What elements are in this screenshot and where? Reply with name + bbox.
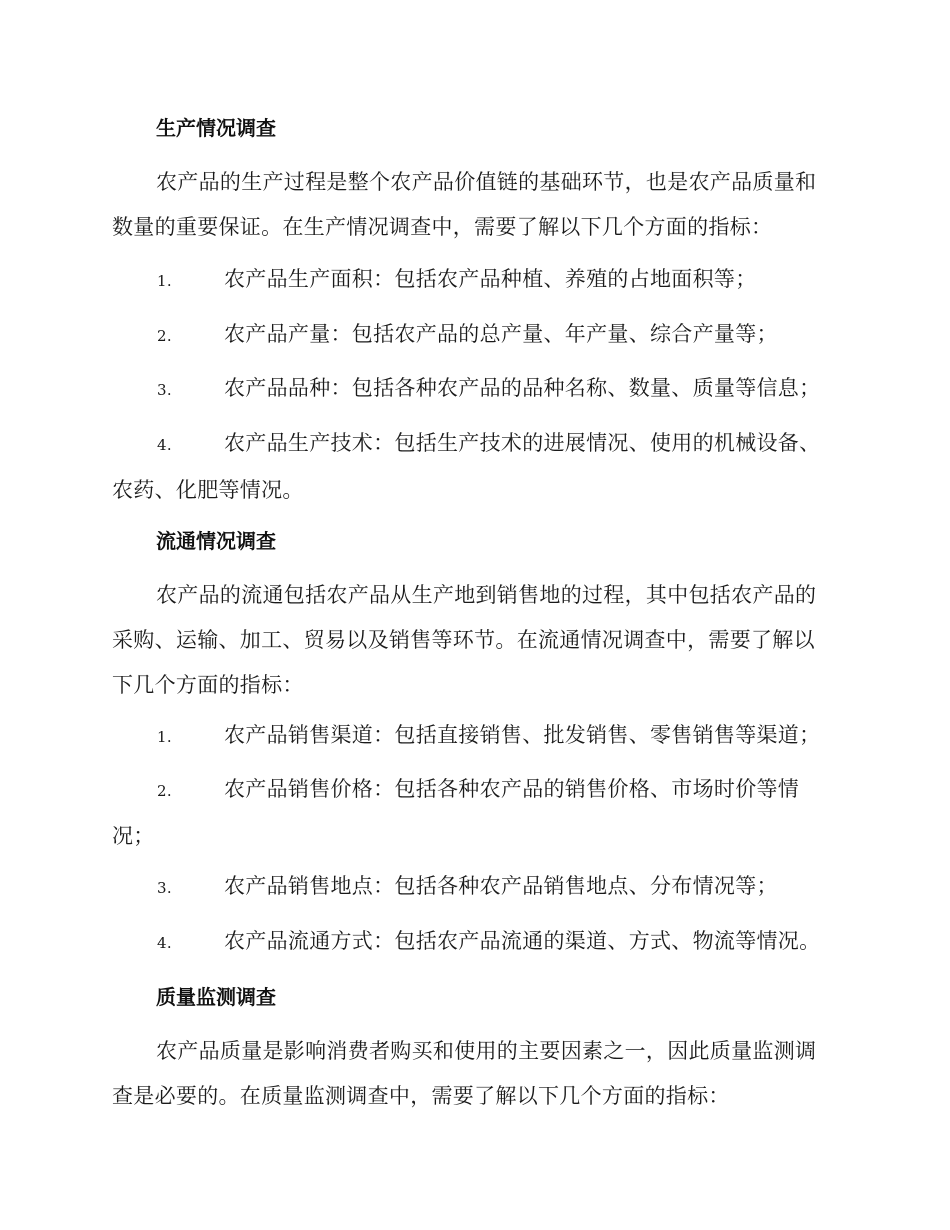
list-item-number: 2. (157, 782, 172, 800)
section-heading-production: 生产情况调查 (156, 116, 276, 140)
section-intro-quality: 农产品质量是影响消费者购买和使用的主要因素之一，因此质量监测调查是必要的。在质量监测调查中，需要了解以下几个方面的指标： (112, 1039, 817, 1108)
list-item-text: 农产品产量：包括农产品的总产量、年产量、综合产量等； (224, 322, 778, 346)
list-item (112, 421, 832, 513)
list-item-number: 3. (157, 879, 172, 897)
list-item (112, 864, 832, 911)
list-item-number: 1. (157, 272, 172, 290)
list-item-text: 农产品生产面积：包括农产品种植、养殖的占地面积等； (224, 267, 757, 291)
list-item-text: 农产品销售地点：包括各种农产品销售地点、分布情况等； (224, 874, 778, 898)
list-item-text: 农产品生产技术：包括生产技术的进展情况、使用的机械设备、农药、化肥等情况。 (112, 431, 821, 502)
section-intro-circulation: 农产品的流通包括农产品从生产地到销售地的过程，其中包括农产品的采购、运输、加工、贸易以及销售等环节。在流通情况调查中，需要了解以下几个方面的指标： (112, 583, 817, 697)
section-heading-quality: 质量监测调查 (156, 985, 276, 1009)
list-item (112, 257, 832, 304)
list-item-text: 农产品品种：包括各种农产品的品种名称、数量、质量等信息； (224, 376, 821, 400)
section-intro-production: 农产品的生产过程是整个农产品价值链的基础环节，也是农产品质量和数量的重要保证。在生产情况调查中，需要了解以下几个方面的指标： (112, 170, 817, 239)
list-item-number: 4. (157, 934, 172, 952)
list-item-number: 3. (157, 381, 172, 399)
list-item (112, 713, 832, 760)
list-item (112, 767, 832, 859)
list-item-text: 农产品流通方式：包括农产品流通的渠道、方式、物流等情况。 (224, 929, 821, 953)
list-item-text: 农产品销售价格：包括各种农产品的销售价格、市场时价等情况； (112, 777, 800, 848)
list-item-number: 4. (157, 436, 172, 454)
list-item-number: 1. (157, 728, 172, 746)
list-item-text: 农产品销售渠道：包括直接销售、批发销售、零售销售等渠道； (224, 723, 821, 747)
list-item (112, 919, 832, 966)
section-heading-circulation: 流通情况调查 (156, 529, 276, 553)
list-item-number: 2. (157, 327, 172, 345)
list-item (112, 312, 832, 359)
list-item (112, 366, 832, 413)
